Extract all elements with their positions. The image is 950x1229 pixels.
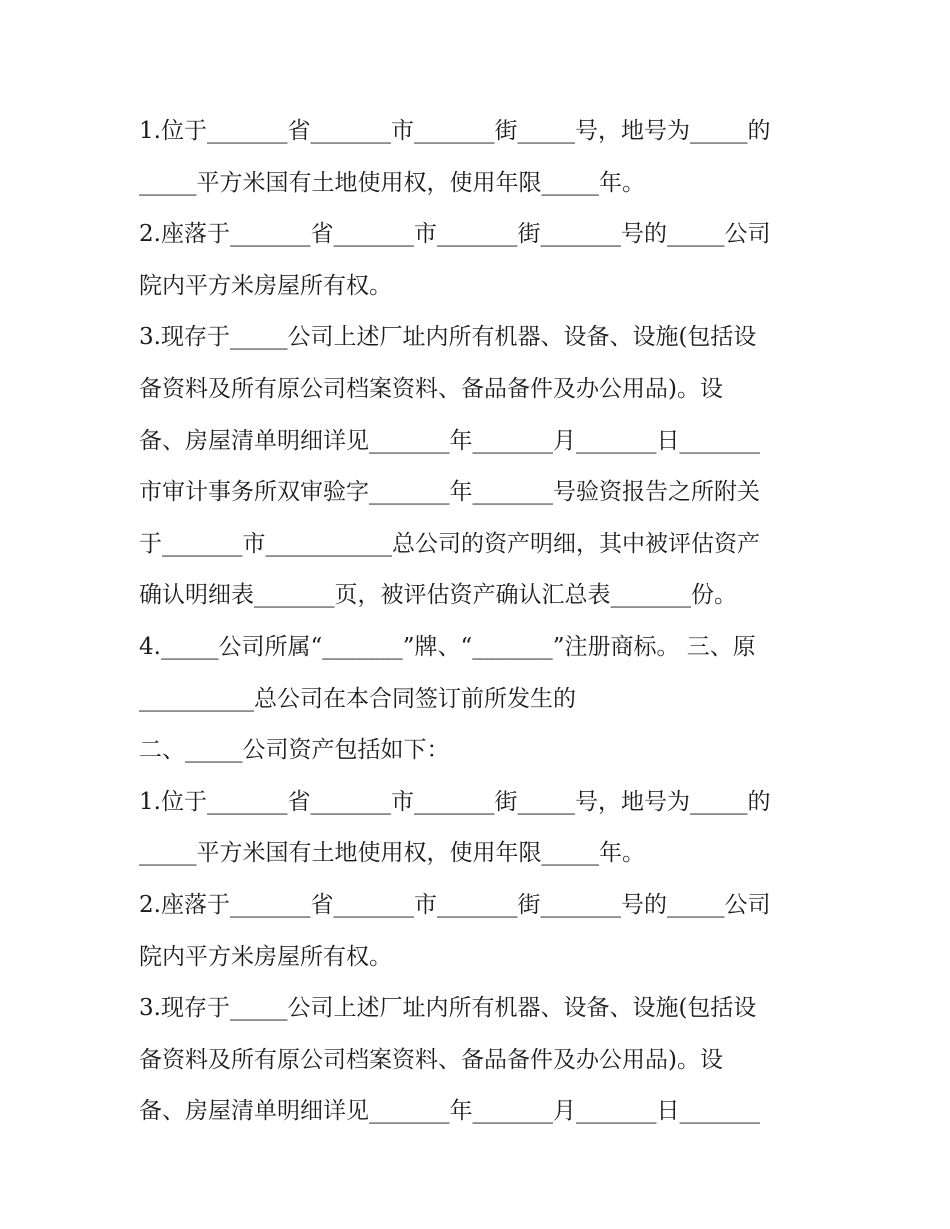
text-line: 备、房屋清单明细详见_______年_______月_______日_______ — [139, 1098, 760, 1125]
text-line: 市审计事务所双审验字_______年_______号验资报告之所附关 — [139, 479, 760, 506]
text-line: __________总公司在本合同签订前所发生的 — [139, 685, 576, 712]
text-line: 院内平方米房屋所有权。 — [139, 272, 392, 299]
text-line: 1.位于_______省_______市_______街_____号，地号为_____的 — [139, 118, 771, 144]
text-line: 院内平方米房屋所有权。 — [139, 943, 392, 970]
text-line: 1.位于_______省_______市_______街_____号，地号为_____的 — [139, 788, 771, 815]
text-line: 备资料及所有原公司档案资料、备品备件及办公用品)。设 — [139, 1046, 723, 1073]
text-line: 备、房屋清单明细详见_______年_______月_______日_______ — [139, 427, 760, 454]
text-line: 4._____公司所属“_______”牌、“_______”注册商标。 三、原 — [139, 633, 756, 660]
text-line: 3.现存于_____公司上述厂址内所有机器、设备、设施(包括设 — [139, 324, 757, 351]
section-heading: 二、_____公司资产包括如下： — [139, 737, 450, 764]
text-line: _____平方米国有土地使用权，使用年限_____年。 — [139, 169, 645, 196]
text-line: 确认明细表_______页，被评估资产确认汇总表_______份。 — [139, 582, 737, 609]
text-line: _____平方米国有土地使用权，使用年限_____年。 — [139, 840, 645, 867]
document-body — [139, 106, 819, 1138]
text-line: 备资料及所有原公司档案资料、备品备件及办公用品)。设 — [139, 375, 723, 402]
text-line: 于_______市___________总公司的资产明细，其中被评估资产 — [139, 530, 760, 557]
text-line: 2.座落于_______省_______市_______街_______号的_____公司 — [139, 221, 771, 248]
text-line: 2.座落于_______省_______市_______街_______号的_____公司 — [139, 891, 771, 918]
text-line: 3.现存于_____公司上述厂址内所有机器、设备、设施(包括设 — [139, 995, 757, 1022]
